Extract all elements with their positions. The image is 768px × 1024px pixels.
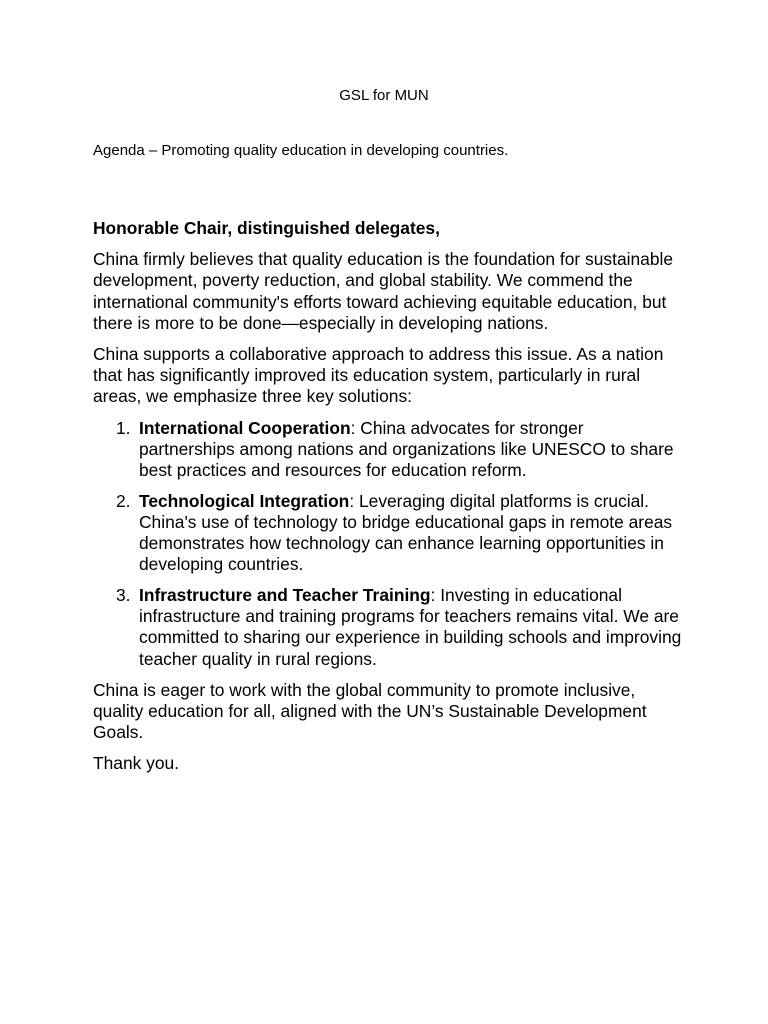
solution-term: Infrastructure and Teacher Training — [139, 585, 431, 606]
solution-number: 1. — [116, 417, 131, 438]
solution-number: 2. — [116, 490, 131, 511]
paragraph-conclusion: China is eager to work with the global community to promote inclusive, quality education for all, aligned with the UN’s Sustainable Development Goals. — [93, 679, 647, 743]
agenda-line: Agenda – Promoting quality education in developing countries. — [93, 142, 509, 159]
closing-line: Thank you. — [93, 753, 180, 774]
solution-item — [116, 490, 683, 576]
document-title: GSL for MUN — [339, 87, 429, 104]
solution-term: International Cooperation — [139, 417, 351, 438]
salutation: Honorable Chair, distinguished delegates, — [93, 218, 440, 238]
solution-text: : Leveraging digital platforms is crucial. China's use of technology to bridge educational gaps in remote areas demonstrates how technology can enhance learning opportunities in developing countries. — [139, 490, 673, 575]
solution-item — [116, 417, 683, 482]
solution-term: Technological Integration — [139, 490, 350, 511]
paragraph-intro: China firmly believes that quality education is the foundation for sustainable development, poverty reduction, and global stability. We commend the international community's efforts toward achieving equitable education, but there is more to be done—especially in developing nations. — [93, 249, 674, 333]
speech-body — [93, 218, 683, 785]
solution-number: 3. — [116, 585, 131, 606]
solutions-list — [93, 418, 683, 670]
solution-item — [116, 585, 683, 670]
paragraph-approach: China supports a collaborative approach to address this issue. As a nation that has significantly improved its education system, particularly in rural areas, we emphasize three key solutions: — [93, 344, 664, 407]
solution-text: : Investing in educational infrastructure and training programs for teachers remains vital. We are committed to sharing our experience in building schools and improving teacher quality in rural regions. — [139, 585, 682, 669]
solution-text: : China advocates for stronger partnerships among nations and organizations like UNESCO to share best practices and resources for education reform. — [139, 417, 674, 481]
